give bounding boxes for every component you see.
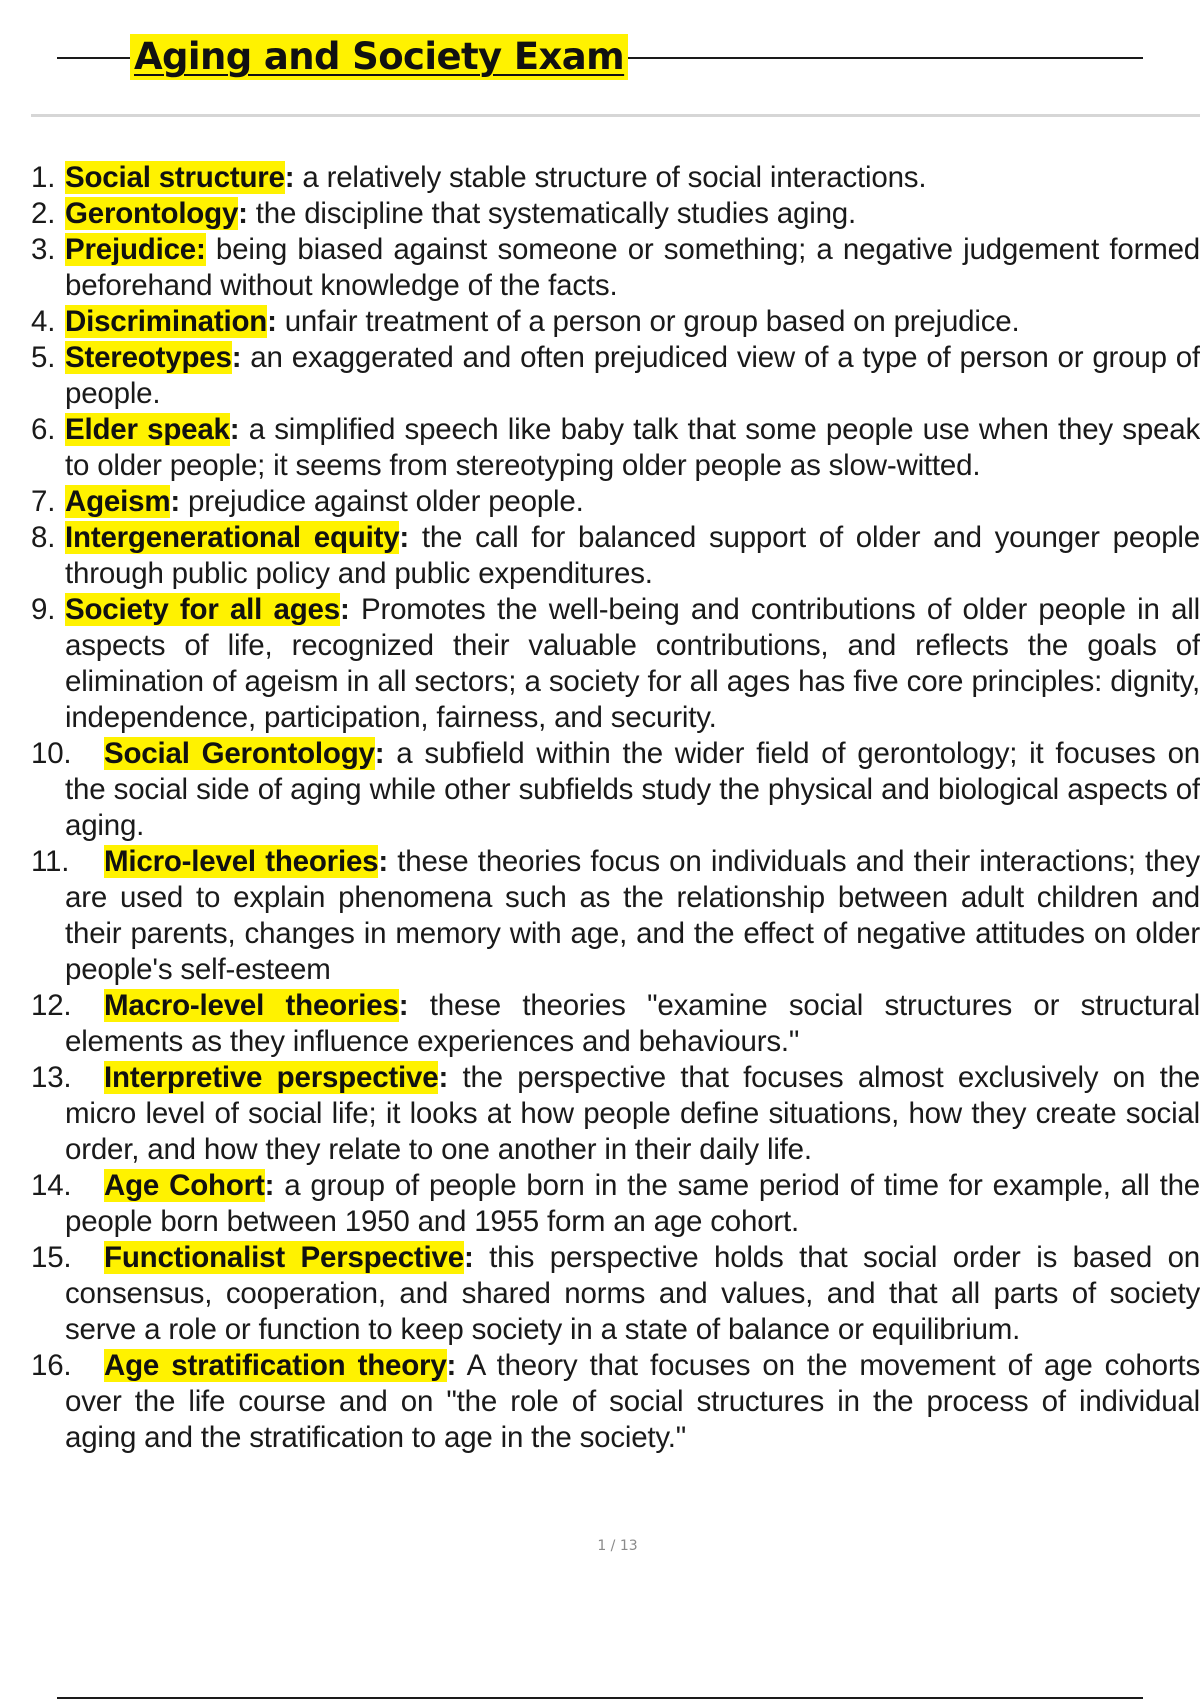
term-colon: : xyxy=(339,593,350,626)
item-number: 2. xyxy=(31,197,56,230)
list-item xyxy=(0,988,1200,1060)
term-colon: : xyxy=(229,413,240,446)
item-definition: a group of people born in the same period of time for example, all the people born between 1950 and 1955 form an age cohort. xyxy=(65,1169,1200,1238)
list-item xyxy=(0,736,1200,844)
item-number: 15. xyxy=(31,1241,72,1274)
item-definition: these theories focus on individuals and their interactions; they are used to explain phenomena such as the relationship between adult children and their parents, changes in memory with age, and the effect of negative attitudes on older people's self-esteem xyxy=(65,845,1200,986)
page-number: 1 / 13 xyxy=(597,1538,638,1554)
item-definition: a subfield within the wider field of gerontology; it focuses on the social side of aging while other subfields study the physical and biological aspects of aging. xyxy=(65,737,1200,842)
item-definition: being biased against someone or something; a negative judgement formed beforehand without knowledge of the facts. xyxy=(65,233,1200,302)
term-colon: : xyxy=(398,989,409,1022)
term-colon: : xyxy=(463,1241,474,1274)
item-number: 16. xyxy=(31,1349,72,1382)
item-definition: the discipline that systematically studies aging. xyxy=(247,197,856,230)
list-item xyxy=(0,232,1200,304)
item-term: Discrimination xyxy=(65,305,268,338)
list-item xyxy=(0,484,1200,520)
term-colon: : xyxy=(446,1349,457,1382)
list-item xyxy=(0,520,1200,592)
item-term: Prejudice: xyxy=(65,233,206,266)
item-number: 1. xyxy=(31,161,56,194)
list-item xyxy=(0,196,1200,232)
item-definition: Promotes the well-being and contributions of older people in all aspects of life, recognized their valuable contributions, and reflects the goals of elimination of ageism in all sectors; a society for all ages has five core principles: dignity, independence, participation, fairness, and security. xyxy=(65,593,1200,734)
item-number: 3. xyxy=(31,233,56,266)
item-number: 14. xyxy=(31,1169,72,1202)
definition-list xyxy=(0,160,1200,1456)
item-definition: prejudice against older people. xyxy=(180,485,584,518)
item-term: Interpretive perspective xyxy=(104,1061,439,1094)
item-term: Intergenerational equity xyxy=(65,521,400,554)
item-number: 11. xyxy=(31,845,70,878)
item-definition: a relatively stable structure of social interactions. xyxy=(294,161,927,194)
page-title: Aging and Society Exam xyxy=(130,34,628,80)
item-term: Stereotypes xyxy=(65,341,232,374)
item-number: 5. xyxy=(31,341,56,374)
item-definition: a simplified speech like baby talk that some people use when they speak to older people; it seems from stereotyping older people as slow-witted. xyxy=(65,413,1200,482)
item-term: Ageism xyxy=(65,485,171,518)
item-term: Functionalist Perspective xyxy=(104,1241,464,1274)
term-colon: : xyxy=(378,845,388,878)
item-term: Elder speak xyxy=(65,413,230,446)
list-item xyxy=(0,304,1200,340)
header-separator xyxy=(31,114,1200,117)
item-number: 7. xyxy=(31,485,56,518)
list-item xyxy=(0,1348,1200,1456)
item-term: Age stratification theory xyxy=(104,1349,447,1382)
item-definition: the perspective that focuses almost exclusively on the micro level of social life; it looks at how people define situations, how they create social order, and how they relate to one another in their daily life. xyxy=(65,1061,1200,1166)
term-colon: : xyxy=(238,197,248,230)
item-definition: an exaggerated and often prejudiced view of a type of person or group of people. xyxy=(65,341,1200,410)
list-item xyxy=(0,1060,1200,1168)
item-term: Micro-level theories xyxy=(104,845,379,878)
item-definition: A theory that focuses on the movement of age cohorts over the life course and on "the role of social structures in the process of individual aging and the stratification to age in the society." xyxy=(65,1349,1200,1454)
item-term: Age Cohort xyxy=(104,1169,265,1202)
term-colon: : xyxy=(264,1169,275,1202)
term-colon: : xyxy=(170,485,180,518)
list-item xyxy=(0,592,1200,736)
list-item xyxy=(0,412,1200,484)
term-colon: : xyxy=(231,341,242,374)
item-number: 8. xyxy=(31,521,56,554)
item-term: Macro-level theories xyxy=(104,989,399,1022)
title-row xyxy=(57,30,1143,86)
item-definition: these theories "examine social structures or structural elements as they influence experiences and behaviours." xyxy=(65,989,1200,1058)
item-definition: unfair treatment of a person or group based on prejudice. xyxy=(276,305,1020,338)
list-item xyxy=(0,340,1200,412)
item-definition: this perspective holds that social order is based on consensus, cooperation, and shared norms and values, and that all parts of society serve a role or function to keep society in a state of balance or equilibrium. xyxy=(65,1241,1200,1346)
list-item xyxy=(0,160,1200,196)
item-term: Society for all ages xyxy=(65,593,340,626)
item-term: Social Gerontology xyxy=(104,737,375,770)
item-number: 4. xyxy=(31,305,56,338)
item-number: 10. xyxy=(31,737,72,770)
list-item xyxy=(0,844,1200,988)
item-term: Gerontology xyxy=(65,197,239,230)
term-colon: : xyxy=(399,521,410,554)
bottom-rule xyxy=(57,1697,1143,1699)
term-colon: : xyxy=(438,1061,449,1094)
item-number: 9. xyxy=(31,593,56,626)
item-definition: the call for balanced support of older and younger people through public policy and public expenditures. xyxy=(65,521,1200,590)
item-number: 13. xyxy=(31,1061,72,1094)
item-number: 6. xyxy=(31,413,56,446)
term-colon: : xyxy=(267,305,277,338)
list-item xyxy=(0,1168,1200,1240)
term-colon: : xyxy=(284,161,295,194)
item-number: 12. xyxy=(31,989,72,1022)
term-colon: : xyxy=(374,737,385,770)
item-term: Social structure xyxy=(65,161,285,194)
list-item xyxy=(0,1240,1200,1348)
